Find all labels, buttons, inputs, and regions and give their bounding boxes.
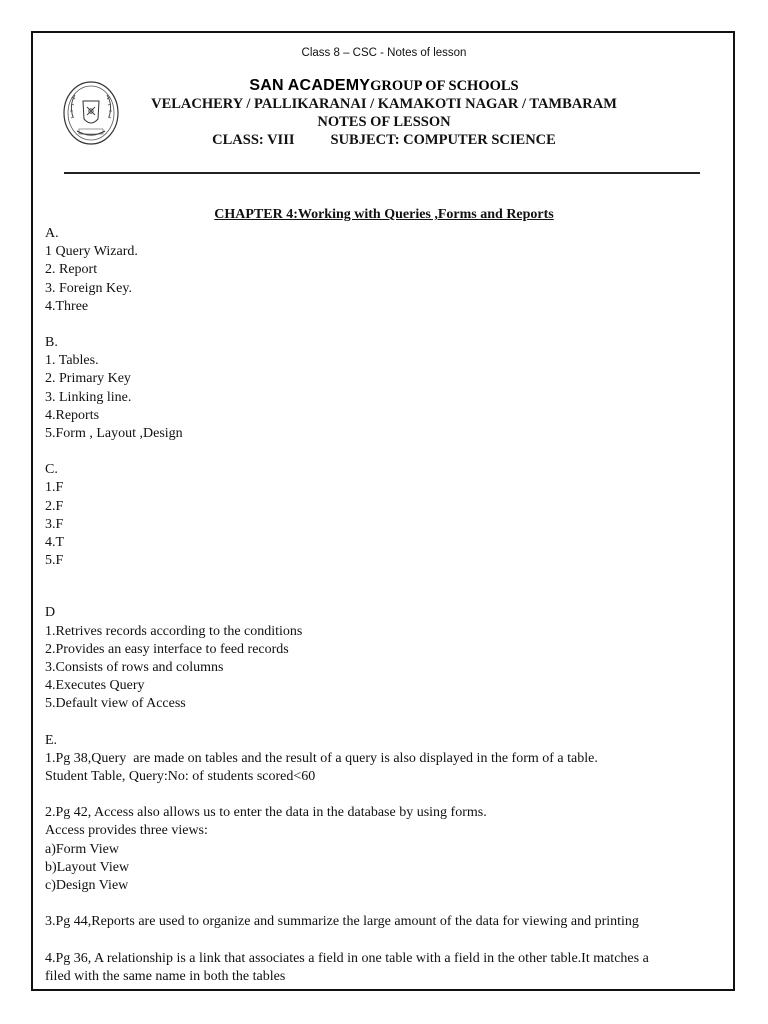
list-item: 2. Report [45,262,98,278]
section-c-heading: C. [45,462,58,478]
list-item: 5.Default view of Access [45,696,186,712]
list-item: 5.F [45,553,64,569]
answer-line: Student Table, Query:No: of students scored<60 [45,769,316,785]
answers-body [45,225,725,986]
list-item: 1 Query Wizard. [45,244,138,260]
list-item: 2. Primary Key [45,371,131,387]
list-item: 5.Form , Layout ,Design [45,426,183,442]
answer-line: Access provides three views: [45,823,208,839]
document-type: NOTES OF LESSON [317,114,451,130]
school-group-label: GROUP OF SCHOOLS [370,78,519,94]
list-item: 1.F [45,480,64,496]
answer-line: 4.Pg 36, A relationship is a link that associates a field in one table with a field in the other table.It matches a [45,950,649,966]
answer-line: a)Form View [45,841,119,857]
answer-line: b)Layout View [45,859,130,875]
school-locations: VELACHERY / PALLIKARANAI / KAMAKOTI NAGAR / TAMBARAM [151,96,617,112]
list-item: 1. Tables. [45,353,99,369]
list-item: 3.Consists of rows and columns [45,660,224,676]
section-b-heading: B. [45,335,58,351]
answer-line: c)Design View [45,878,129,894]
page-header-note: Class 8 – CSC - Notes of lesson [301,47,467,59]
list-item: 2.Provides an easy interface to feed records [45,641,289,657]
answer-line: filed with the same name in both the tables [45,968,286,984]
school-name: SAN ACADEMY [249,77,371,94]
list-item: 3.F [45,516,64,532]
list-item: 1.Retrives records according to the conditions [45,623,303,639]
list-item: 4.T [45,535,65,551]
section-d-heading: D [45,605,56,621]
list-item: 2.F [45,498,64,514]
header-divider [64,172,700,174]
list-item: 4.Executes Query [45,678,145,694]
section-e-heading: E. [45,732,58,748]
answer-line: 1.Pg 38,Query are made on tables and the result of a query is also displayed in the form of a table. [45,750,598,766]
answer-line: 2.Pg 42, Access also allows us to enter the data in the database by using forms. [45,805,487,821]
list-item: 3. Linking line. [45,389,132,405]
chapter-title: CHAPTER 4:Working with Queries ,Forms and Reports [214,207,554,222]
list-item: 3. Foreign Key. [45,280,132,296]
subject-label: SUBJECT: COMPUTER SCIENCE [330,132,556,148]
answer-line: 3.Pg 44,Reports are used to organize and summarize the large amount of the data for viewing and printing [45,914,639,930]
list-item: 4.Three [45,298,89,314]
class-label: CLASS: VIII [212,132,295,148]
section-a-heading: A. [45,226,59,241]
list-item: 4.Reports [45,407,100,423]
class-subject-line [0,132,768,149]
school-name-line [0,77,768,95]
